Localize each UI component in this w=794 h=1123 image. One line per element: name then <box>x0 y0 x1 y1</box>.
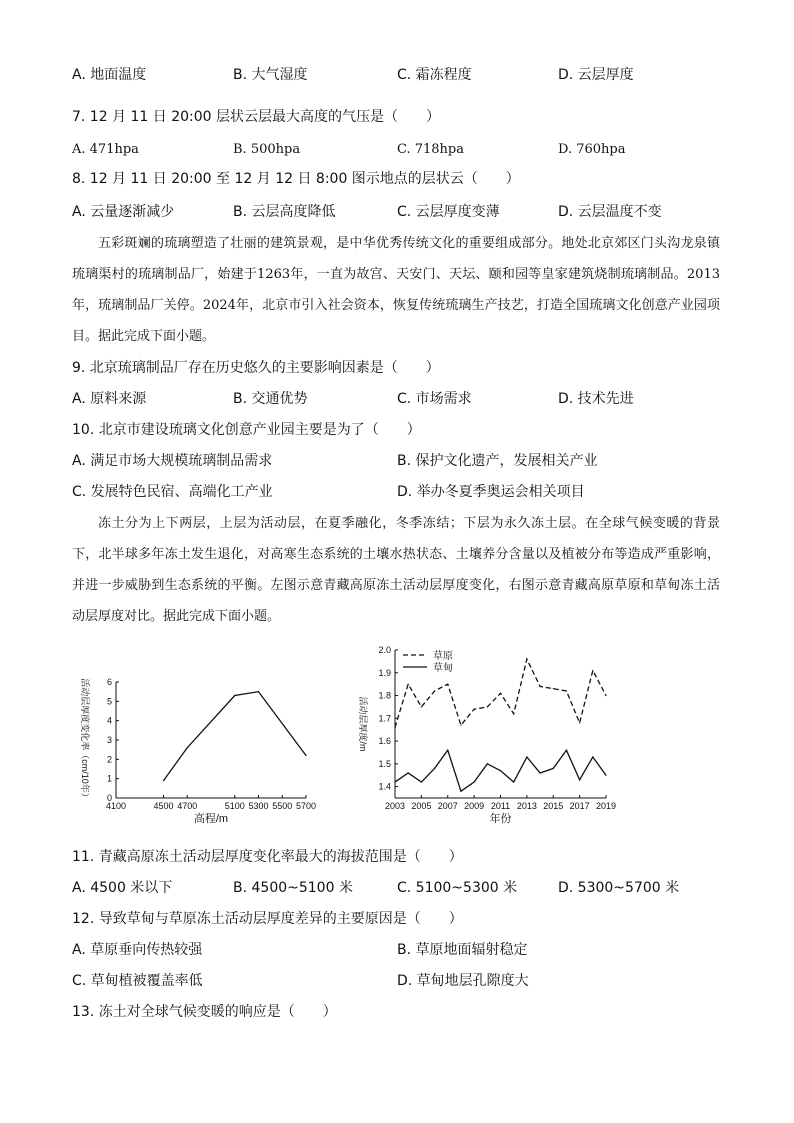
data-point <box>513 781 514 782</box>
q10-stem: 10. 北京市建设琉璃文化创意产业园主要是为了（ ） <box>72 422 421 438</box>
q8-stem: 8. 12 月 11 日 20:00 至 12 月 12 日 8:00 图示地点的层状云（ ） <box>72 171 520 187</box>
q9-option-d: D. 技术先进 <box>558 391 634 407</box>
data-point <box>434 768 435 769</box>
q11-option-c: C. 5100~5300 米 <box>397 880 518 896</box>
data-point <box>421 706 422 707</box>
q12-option-d: D. 草甸地层孔隙度大 <box>397 973 529 989</box>
data-point <box>460 725 461 726</box>
data-point <box>500 693 501 694</box>
q11-option-d: D. 5300~5700 米 <box>558 880 680 896</box>
y-tick-label: 0 <box>106 793 112 803</box>
q7-stem: 7. 12 月 11 日 20:00 层状云层最大高度的气压是（ ） <box>72 109 441 125</box>
x-tick-label: 4100 <box>105 801 127 811</box>
data-point <box>394 781 395 782</box>
q8-option-c: C. 云层厚度变薄 <box>397 204 500 220</box>
q8-option-b: B. 云层高度降低 <box>233 204 336 220</box>
y-tick-label: 1.4 <box>378 781 391 792</box>
q8-option-d: D. 云层温度不变 <box>558 204 662 220</box>
year-thickness-chart <box>348 640 630 832</box>
series-line-0 <box>164 692 307 781</box>
data-point <box>500 770 501 771</box>
q6-option-d: D. 云层厚度 <box>558 67 634 83</box>
data-point <box>460 791 461 792</box>
y-tick-label: 3 <box>106 735 112 745</box>
data-point <box>513 713 514 714</box>
q8-option-a: A. 云量逐渐减少 <box>72 204 175 220</box>
x-tick-label: 2013 <box>516 801 537 811</box>
data-point <box>187 747 188 748</box>
y-tick-label: 1.8 <box>378 690 391 701</box>
data-point <box>566 690 567 691</box>
q6-option-b: B. 大气湿度 <box>233 67 308 83</box>
y-tick-label: 6 <box>106 677 112 687</box>
y-tick-label: 1.6 <box>378 736 391 747</box>
passage-permafrost-text: 冻土分为上下两层，上层为活动层，在夏季融化，冬季冻结；下层为永久冻土层。在全球气候变暖的背景下，北半球多年冻土发生退化，对高寒生态系统的土壤水热状态、土壤养分含量以及植被分布等造成严重影响，并进一步威胁到生态系统的平衡。左图示意青藏高原冻土活动层厚度变化，右图示意青藏高原草原和草甸冻土活动层厚度对比。据此完成下面小题。 <box>72 516 720 624</box>
data-point <box>553 768 554 769</box>
q13-stem: 13. 冻土对全球气候变暖的响应是（ ） <box>72 1004 337 1020</box>
data-point <box>447 684 448 685</box>
y-tick-label: 2.0 <box>378 645 391 655</box>
y-tick-label: 1.5 <box>378 758 391 769</box>
passage-glaze-text: 五彩斑斓的琉璃塑造了壮丽的建筑景观，是中华优秀传统文化的重要组成部分。地处北京郊区门头沟龙泉镇琉璃渠村的琉璃制品厂，始建于1263年，一直为故宫、天安门、天坛、颐和园等皇家建筑烧制琉璃制品。2013年，琉璃制品厂关停。2024年，北京市引入社会资本，恢复传统琉璃生产技艺，打造全国琉璃文化创意产业园项目。据此完成下面小题。 <box>72 236 720 344</box>
q11-option-b: B. 4500~5100 米 <box>233 880 353 896</box>
data-point <box>447 750 448 751</box>
x-tick-label: 5300 <box>248 801 269 811</box>
passage-permafrost <box>72 508 720 632</box>
data-point <box>234 695 235 696</box>
data-point <box>421 781 422 782</box>
q12-option-b: B. 草原地面辐射稳定 <box>397 942 528 958</box>
legend-label-0: 草原 <box>433 651 453 662</box>
data-point <box>592 756 593 757</box>
x-tick-label: 2003 <box>384 801 406 811</box>
q7-option-b: B. 500hpa <box>233 142 301 157</box>
q11-stem: 11. 青藏高原冻土活动层厚度变化率最大的海拔范围是（ ） <box>72 849 463 865</box>
data-point <box>592 670 593 671</box>
data-point <box>434 690 435 691</box>
x-tick-label: 4700 <box>177 801 198 811</box>
y-tick-label: 1.9 <box>378 667 391 678</box>
q10-option-c: C. 发展特色民宿、高端化工产业 <box>72 484 273 500</box>
q9-option-a: A. 原料来源 <box>72 391 147 407</box>
q6-option-c: C. 霜冻程度 <box>397 67 472 83</box>
data-point <box>408 772 409 773</box>
x-tick-label: 2017 <box>569 801 590 811</box>
y-tick-label: 2 <box>106 754 112 765</box>
x-tick-label: 5500 <box>272 801 293 811</box>
q9-stem: 9. 北京琉璃制品厂存在历史悠久的主要影响因素是（ ） <box>72 360 440 376</box>
q12-option-a: A. 草原垂向传热较强 <box>72 942 203 958</box>
elevation-change-chart <box>72 660 324 832</box>
data-point <box>487 763 488 764</box>
q9-option-b: B. 交通优势 <box>233 391 308 407</box>
x-tick-label: 2015 <box>543 801 564 811</box>
data-point <box>539 686 540 687</box>
data-point <box>566 750 567 751</box>
x-tick-label: 2009 <box>464 801 485 811</box>
data-point <box>487 706 488 707</box>
data-point <box>408 684 409 685</box>
q7-option-c: C. 718hpa <box>397 142 465 157</box>
data-point <box>579 722 580 723</box>
legend-label-1: 草甸 <box>433 663 453 674</box>
data-point <box>474 781 475 782</box>
q12-stem: 12. 导致草甸与草原冻土活动层厚度差异的主要原因是（ ） <box>72 911 463 927</box>
x-tick-label: 4500 <box>153 801 174 811</box>
y-axis-label: 活动层厚度/m <box>358 696 368 752</box>
x-tick-label: 5100 <box>224 801 245 811</box>
q10-option-d: D. 举办冬夏季奥运会相关项目 <box>397 484 585 500</box>
q10-option-a: A. 满足市场大规模琉璃制品需求 <box>72 453 273 469</box>
q6-option-a: A. 地面温度 <box>72 67 147 83</box>
y-axis-label: 活动层厚度变化率（cm/10年） <box>80 678 90 802</box>
y-tick-label: 5 <box>106 696 112 707</box>
data-point <box>605 775 606 776</box>
q11-option-a: A. 4500 米以下 <box>72 880 173 896</box>
q7-option-d: D. 760hpa <box>558 142 626 157</box>
data-point <box>605 695 606 696</box>
x-tick-label: 2011 <box>490 801 511 811</box>
data-point <box>163 780 164 781</box>
y-tick-label: 4 <box>106 715 112 726</box>
q12-option-c: C. 草甸植被覆盖率低 <box>72 973 203 989</box>
q7-option-a: A. 471hpa <box>72 142 139 157</box>
data-point <box>539 772 540 773</box>
x-tick-label: 5700 <box>295 801 317 811</box>
y-tick-label: 1 <box>106 773 112 784</box>
x-tick-label: 2019 <box>595 801 617 811</box>
data-point <box>526 659 527 660</box>
y-tick-label: 1.7 <box>378 713 391 724</box>
passage-glaze <box>72 228 720 352</box>
x-tick-label: 2007 <box>437 801 458 811</box>
q10-option-b: B. 保护文化遗产，发展相关产业 <box>397 453 598 469</box>
data-point <box>258 691 259 692</box>
data-point <box>474 709 475 710</box>
x-axis-label: 高程/m <box>193 813 229 825</box>
data-point <box>553 688 554 689</box>
data-point <box>526 756 527 757</box>
data-point <box>394 727 395 728</box>
data-point <box>579 779 580 780</box>
x-tick-label: 2005 <box>411 801 432 811</box>
q9-option-c: C. 市场需求 <box>397 391 472 407</box>
data-point <box>305 755 306 756</box>
x-axis-label: 年份 <box>489 813 512 825</box>
